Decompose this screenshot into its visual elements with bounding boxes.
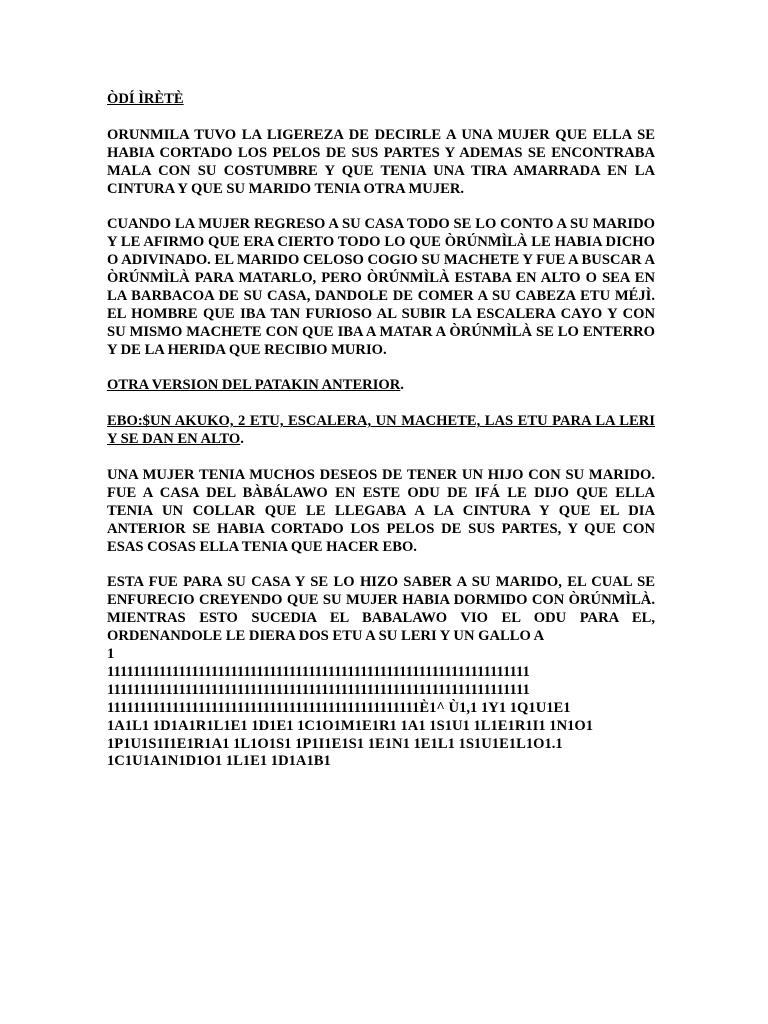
title-text: ÒDÍ ÌRÈTÈ: [107, 91, 184, 107]
paragraph-1: ORUNMILA TUVO LA LIGEREZA DE DECIRLE A UNA MUJER QUE ELLA SE HABIA CORTADO LOS PELOS DE SUS PARTES Y ADEMAS SE ENCONTRABA MALA CON SU COSTUMBRE Y QUE TENIA UNA TIRA AMARRADA EN LA CINTURA Y QUE SU MARIDO TENIA OTRA MUJER.: [107, 126, 655, 197]
paragraph-4: ESTA FUE PARA SU CASA Y SE LO HIZO SABER A SU MARIDO, EL CUAL SE ENFURECIO CREYENDO QUE SU MUJER HABIA DORMIDO CON ÒRÚNMÌLÀ. MIENTRAS ESTO SUCEDIA EL BABALAWO VIO EL ODU PARA EL, ORDENANDOLE LE DIERA DOS ETU A SU LERI Y UN GALLO A: [107, 574, 655, 645]
ebo-trail: .: [240, 431, 244, 448]
ebo-line: [107, 413, 655, 449]
document-title: [107, 91, 655, 109]
garbled-block: [107, 646, 655, 771]
garbled-line-4: 111111111111111111111111111111111111111111111111È1^ Ù1,1 1Y1 1Q1U1E1: [107, 699, 571, 716]
other-version-heading: [107, 377, 655, 395]
ebo-text: EBO:$UN AKUKO, 2 ETU, ESCALERA, UN MACHETE, LAS ETU PARA LA LERI Y SE DAN EN ALTO: [107, 413, 655, 448]
document-page: [107, 91, 655, 771]
paragraph-3: UNA MUJER TENIA MUCHOS DESEOS DE TENER UN HIJO CON SU MARIDO. FUE A CASA DEL BÀBÁLAWO EN ESTE ODU DE IFÁ LE DIJO QUE ELLA TENIA UN COLLAR QUE LE LLEGABA A LA CINTURA Y QUE EL DIA ANTERIOR SE HABIA CORTADO LOS PELOS DE SUS PARTES, Y QUE CON ESAS COSAS ELLA TENIA QUE HACER EBO.: [107, 466, 655, 555]
other-version-trail: .: [400, 377, 404, 394]
garbled-line-7: 1C1U1A1N1D1O1 1L1E1 1D1A1B1: [107, 753, 331, 770]
garbled-line-5: 1A1L1 1D1A1R1L1E1 1D1E1 1C1O1M1E1R1 1A1 1S1U1 1L1E1R1I1 1N1O1: [107, 717, 594, 734]
garbled-line-2: 11111111111111111111111111111111111111111111111111111111111111111: [107, 663, 530, 680]
other-version-text: OTRA VERSION DEL PATAKIN ANTERIOR: [107, 377, 401, 394]
garbled-line-6: 1P1U1S1I1E1R1A1 1L1O1S1 1P1I1E1S1 1E1N1 1E1L1 1S1U1E1L1O1.1: [107, 735, 563, 752]
paragraph-2: CUANDO LA MUJER REGRESO A SU CASA TODO SE LO CONTO A SU MARIDO Y LE AFIRMO QUE ERA CIERTO TODO LO QUE ÒRÚNMÌLÀ LE HABIA DICHO O ADIVINADO. EL MARIDO CELOSO COGIO SU MACHETE Y FUE A BUSCAR A ÒRÚNMÌLÀ PARA MATARLO, PERO ÒRÚNMÌLÀ ESTABA EN ALTO O SEA EN LA BARBACOA DE SU CASA, DANDOLE DE COMER A SU CABEZA ETU MÉJÌ. EL HOMBRE QUE IBA TAN FURIOSO AL SUBIR LA ESCALERA CAYO Y CON SU MISMO MACHETE CON QUE IBA A MATAR A ÒRÚNMÌLÀ SE LO ENTERRO Y DE LA HERIDA QUE RECIBIO MURIO.: [107, 216, 655, 358]
garbled-line-3: 11111111111111111111111111111111111111111111111111111111111111111: [107, 681, 530, 698]
garbled-line-1: 1: [107, 646, 115, 662]
